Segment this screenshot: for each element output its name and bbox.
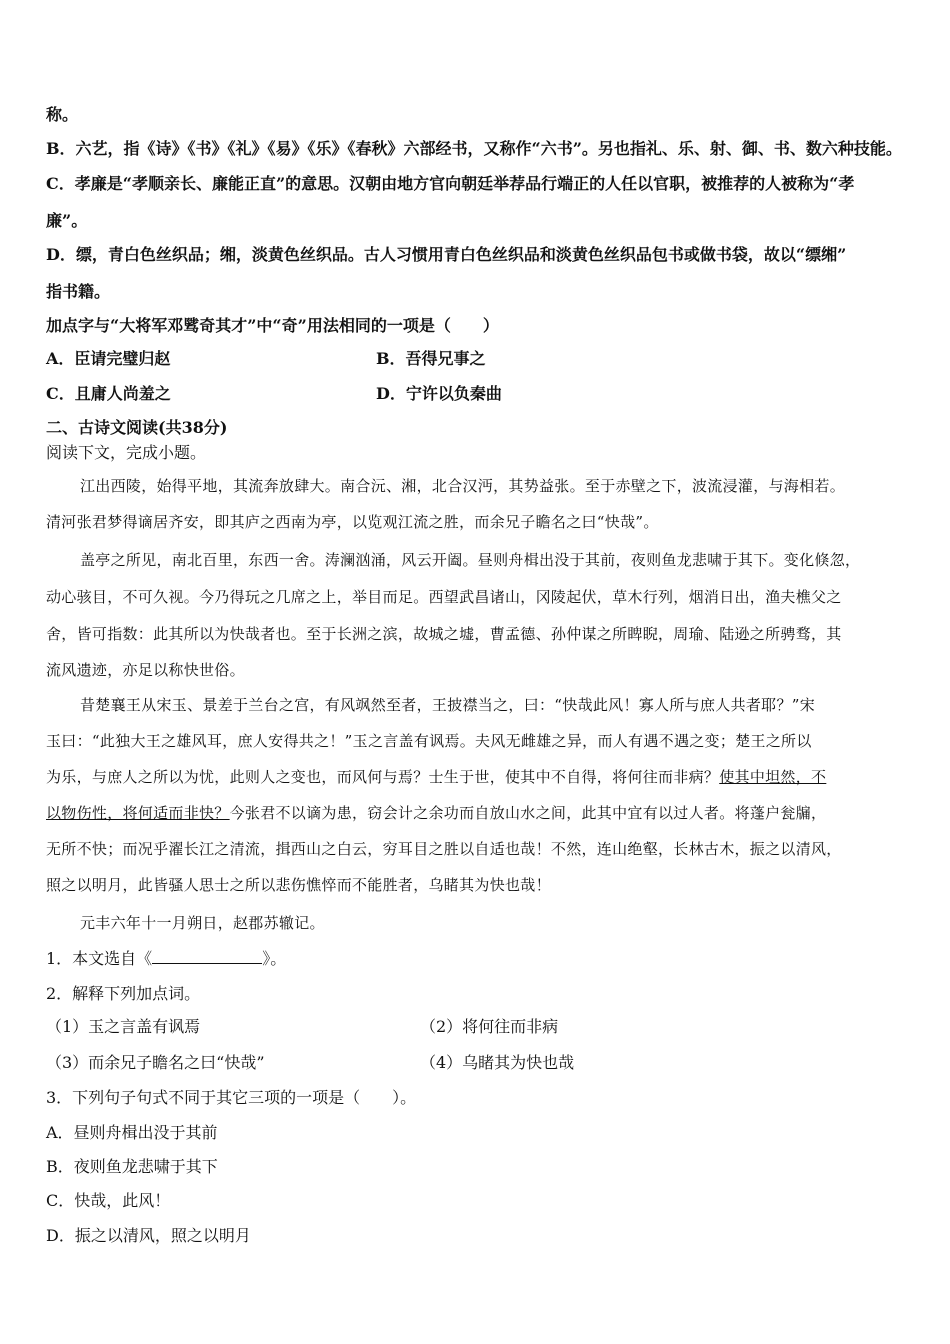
- passage-line: 舍，皆可指数：此其所以为快哉者也。至于长洲之滨，故城之墟，曹孟德、孙仲谋之所睥睨，周瑜、陆逊之所骋骛，其: [46, 625, 842, 643]
- question-1: 1．本文选自《 》。: [46, 949, 287, 968]
- passage-line: 昔楚襄王从宋玉、景差于兰台之宫，有风飒然至者，王披襟当之，曰：“快哉此风！寡人所与庶人共者耶？”宋: [80, 696, 816, 714]
- passage-line: [46, 766, 826, 787]
- reading-instruction: 阅读下文，完成小题。: [46, 443, 207, 462]
- choice-a: A．臣请完璧归赵: [46, 349, 171, 368]
- passage-line: [46, 802, 826, 823]
- question-2-item: （4）乌睹其为快也哉: [420, 1053, 575, 1072]
- passage-line: 流风遗迹，亦足以称快世俗。: [46, 661, 245, 679]
- option-b: B．六艺，指《诗》《书》《礼》《易》《乐》《春秋》六部经书，又称作“六书”。另也指礼、乐、射、御、书、数六种技能。: [46, 139, 902, 158]
- section-heading: 二、古诗文阅读(共38分): [46, 418, 228, 437]
- option-c: C．孝廉是“孝顺亲长、廉能正直”的意思。汉朝由地方官向朝廷举荐品行端正的人任以官职，被推荐的人被称为“孝: [46, 174, 855, 193]
- passage-line: 江出西陵，始得平地，其流奔放肆大。南合沅、湘，北合汉沔，其势益张。至于赤壁之下，波流浸灌，与海相若。: [80, 477, 846, 495]
- question-3-option-b: B．夜则鱼龙悲啸于其下: [46, 1157, 218, 1176]
- question-3-option-a: A．昼则舟楫出没于其前: [46, 1123, 218, 1142]
- option-d: D．缥，青白色丝织品；缃，淡黄色丝织品。古人习惯用青白色丝织品和淡黄色丝织品包书或做书袋，故以“缥缃”: [46, 245, 847, 264]
- choice-c: C．且庸人尚羞之: [46, 384, 171, 403]
- passage-text: 为乐，与庶人之所以为忧，此则人之变也，而风何与焉？士生于世，使其中不自得，将何往而非病？: [46, 768, 720, 786]
- choice-d: D．宁许以负秦曲: [376, 384, 502, 403]
- question-3: 3．下列句子句式不同于其它三项的一项是（ ）。: [46, 1088, 417, 1107]
- question-2-item: （1）玉之言盖有讽焉: [46, 1017, 201, 1036]
- passage-line: 照之以明月，此皆骚人思士之所以悲伤憔悴而不能胜者，乌睹其为快也哉！: [46, 876, 551, 894]
- question-2-item: （3）而余兄子瞻名之曰“快哉”: [46, 1053, 265, 1072]
- passage-line: 玉曰：“此独大王之雄风耳，庶人安得共之！”玉之言盖有讽焉。夫风无雌雄之异，而人有遇不遇之变；楚王之所以: [46, 732, 812, 750]
- question-stem: 加点字与“大将军邓骘奇其才”中“奇”用法相同的一项是（ ）: [46, 316, 499, 335]
- passage-signature: 元丰六年十一月朔日，赵郡苏辙记。: [80, 914, 325, 932]
- question-2-item: （2）将何往而非病: [420, 1017, 559, 1036]
- passage-line: 无所不快；而况乎濯长江之清流，揖西山之白云，穷耳目之胜以自适也哉！不然，连山绝壑，长林古木，振之以清风，: [46, 840, 842, 858]
- passage-line: 动心骇目，不可久视。今乃得玩之几席之上，举目而足。西望武昌诸山，冈陵起伏，草木行列，烟消日出，渔夫樵父之: [46, 588, 842, 606]
- passage-line: 清河张君梦得谪居齐安，即其庐之西南为亭，以览观江流之胜，而余兄子瞻名之曰“快哉”。: [46, 513, 659, 531]
- underlined-sentence: 以物伤性，将何适而非快？: [46, 804, 230, 822]
- passage-text: 今张君不以谪为患，窃会计之余功而自放山水之间，此其中宜有以过人者。将蓬户瓮牖，: [229, 804, 827, 822]
- question-2: 2．解释下列加点词。: [46, 984, 201, 1003]
- option-c-cont: 廉”。: [46, 211, 88, 230]
- underlined-sentence: 使其中坦然，不: [719, 768, 827, 786]
- text-line: 称。: [46, 105, 79, 124]
- option-d-cont: 指书籍。: [46, 282, 111, 301]
- question-3-option-c: C．快哉，此风！: [46, 1191, 171, 1210]
- choice-b: B．吾得兄事之: [376, 349, 486, 368]
- answer-blank[interactable]: [152, 949, 262, 964]
- passage-line: 盖亭之所见，南北百里，东西一舍。涛澜汹涌，风云开阖。昼则舟楫出没于其前，夜则鱼龙悲啸于其下。变化倏忽，: [80, 551, 861, 569]
- question-3-option-d: D．振之以清风，照之以明月: [46, 1226, 251, 1245]
